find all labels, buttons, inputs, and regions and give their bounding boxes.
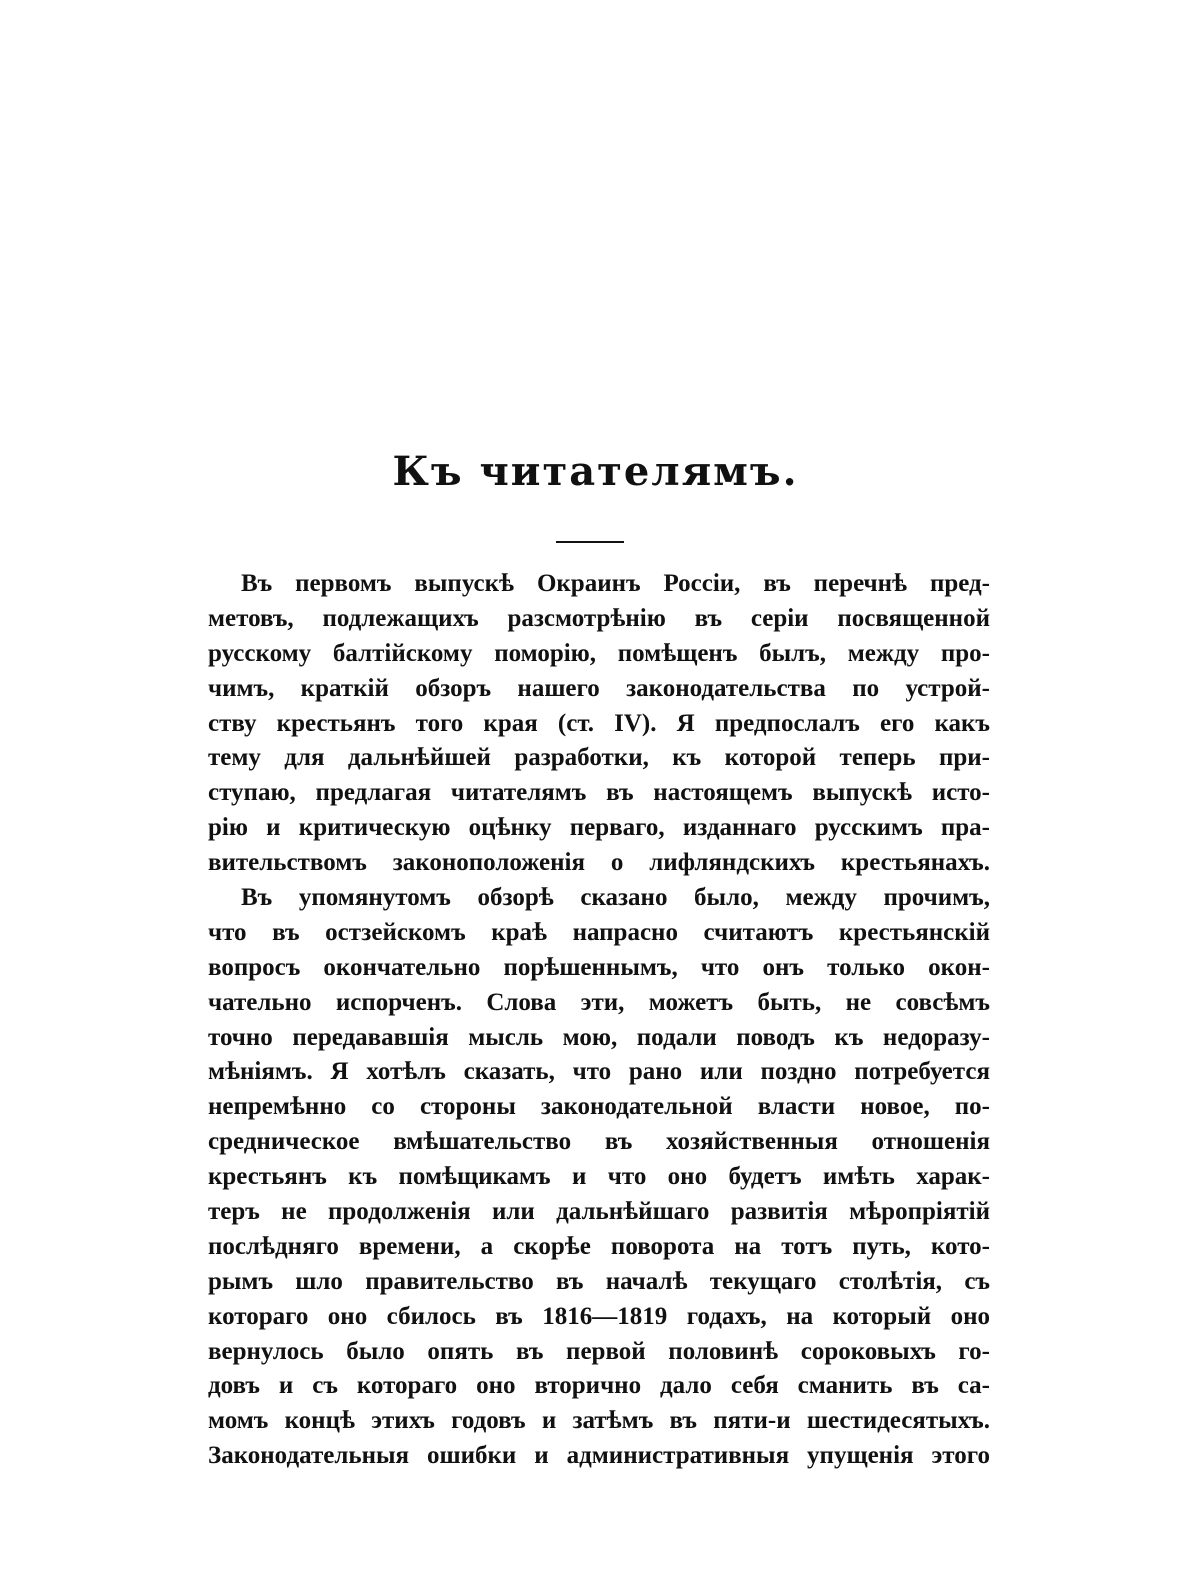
text-line: вительствомъ законоположенія о лифляндскихъ крестьянахъ. — [208, 849, 990, 877]
text-line: вопросъ окончательно порѣшеннымъ, что онъ только окон- — [208, 953, 990, 981]
paragraph-2 — [208, 881, 990, 1474]
paragraph-1 — [208, 567, 990, 881]
text-line: ступаю, предлагая читателямъ въ настоящемъ выпускѣ исто- — [208, 779, 990, 807]
text-line: рымъ шло правительство въ началѣ текущаго столѣтія, съ — [208, 1267, 990, 1295]
text-line: метовъ, подлежащихъ разсмотрѣнію въ серіи посвященной — [208, 604, 990, 632]
text-line: средническое вмѣшательство въ хозяйственныя отношенія — [208, 1128, 990, 1156]
text-line: тему для дальнѣйшей разработки, къ которой теперь при- — [208, 744, 990, 772]
text-line: рію и критическую оцѣнку перваго, изданнаго русскимъ пра- — [208, 814, 990, 842]
text-line: вернулось было опять въ первой половинѣ сороковыхъ го- — [208, 1337, 990, 1365]
text-line: ству крестьянъ того края (ст. IV). Я предпослалъ его какъ — [208, 709, 990, 737]
text-line: непремѣнно со стороны законодательной власти новое, по- — [208, 1093, 990, 1121]
text-line: что въ остзейскомъ краѣ напрасно считаютъ крестьянскій — [208, 918, 990, 946]
text-line: крестьянъ къ помѣщикамъ и что оно будетъ имѣть харак- — [208, 1163, 990, 1191]
text-line: момъ концѣ этихъ годовъ и затѣмъ въ пяти-и шестидесятыхъ. — [208, 1407, 990, 1435]
text-line: чательно испорченъ. Слова эти, можетъ быть, не совсѣмъ — [208, 988, 990, 1016]
page-title: Къ читателямъ. — [392, 448, 799, 495]
text-line: Въ упомянутомъ обзорѣ сказано было, между прочимъ, — [241, 884, 990, 912]
text-line: послѣдняго времени, а скорѣе поворота на тотъ путь, кото- — [208, 1232, 990, 1260]
text-line: мѣніямъ. Я хотѣлъ сказать, что рано или поздно потребуется — [208, 1058, 990, 1086]
text-line: русскому балтійскому поморію, помѣщенъ былъ, между про- — [208, 639, 990, 667]
text-line: Въ первомъ выпускѣ Окраинъ Россіи, въ перечнѣ пред- — [241, 570, 990, 597]
text-line: Законодательныя ошибки и административныя упущенія этого — [208, 1442, 990, 1470]
title-divider — [556, 541, 624, 543]
text-line: теръ не продолженія или дальнѣйшаго развитія мѣропріятій — [208, 1198, 990, 1226]
text-line: довъ и съ котораго оно вторично дало себя сманить въ са- — [208, 1372, 990, 1400]
body-text — [208, 567, 990, 1474]
text-line: точно передававшія мысль мою, подали поводъ къ недоразу- — [208, 1023, 990, 1051]
text-line: чимъ, краткій обзоръ нашего законодательства по устрой- — [208, 674, 990, 702]
text-line: котораго оно сбилось въ 1816—1819 годахъ, на который оно — [208, 1302, 990, 1330]
